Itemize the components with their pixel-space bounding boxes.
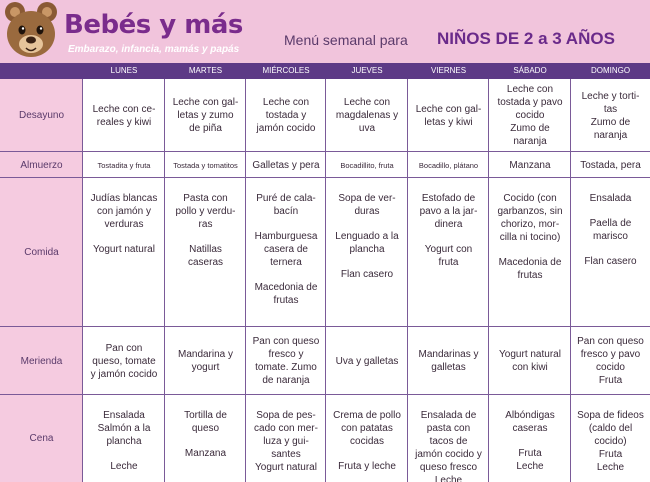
- menu-cell-merienda-viernes: [408, 327, 489, 395]
- meal-label-merienda: Merienda: [0, 327, 83, 395]
- menu-cell-cena-jueves: [326, 395, 408, 482]
- menu-item: Pan con queso, tomate y jamón cocido: [90, 342, 158, 380]
- menu-item: Fruta Leche: [516, 448, 544, 472]
- menu-cell-cena-miercoles: [246, 395, 326, 482]
- menu-item: Macedonia de frutas: [498, 257, 562, 281]
- menu-item: Lenguado a la plancha: [335, 231, 399, 255]
- menu-item: Mandarinas y galletas: [418, 349, 479, 373]
- menu-item: Flan casero: [340, 269, 394, 280]
- menu-item: Leche: [110, 461, 138, 472]
- menu-cell-almuerzo-lunes: [83, 152, 165, 178]
- menu-cell-comida-miercoles: [246, 178, 326, 327]
- menu-item: Yogurt natural: [93, 244, 155, 255]
- day-header-viernes: [408, 63, 489, 79]
- age-group-title: NIÑOS DE 2 a 3 AÑOS: [437, 29, 615, 48]
- menu-cell-merienda-lunes: [83, 327, 165, 395]
- menu-item: Leche con gal- letas y kiwi: [415, 103, 482, 128]
- menu-cell-almuerzo-jueves: [326, 152, 408, 178]
- menu-item: Estofado de pavo a la jar- dinera: [419, 193, 478, 230]
- menu-item: Crema de pollo con patatas cocidas: [333, 410, 401, 447]
- menu-cell-desayuno-lunes: [83, 79, 165, 152]
- menu-item: Pan con queso fresco y pavo cocido Fruta: [577, 336, 644, 386]
- row-divider: [0, 151, 650, 152]
- menu-cell-merienda-domingo: [571, 327, 650, 395]
- day-header-miercoles: [246, 63, 326, 79]
- menu-item: Tortilla de queso: [184, 410, 227, 434]
- menu-item: Ensalada: [589, 193, 632, 204]
- menu-cell-comida-viernes: [408, 178, 489, 327]
- menu-item: Yogurt con fruta: [424, 244, 473, 268]
- menu-item: Leche con ce- reales y kiwi: [92, 103, 156, 128]
- menu-cell-comida-lunes: [83, 178, 165, 327]
- menu-item: Pasta con pollo y verdu- ras: [175, 193, 236, 230]
- menu-item: Fruta y leche: [338, 461, 396, 472]
- menu-cell-comida-sabado: [489, 178, 571, 327]
- menu-item: Mandarina y yogurt: [177, 349, 234, 373]
- menu-cell-almuerzo-domingo: [571, 152, 650, 178]
- menu-cell-desayuno-jueves: [326, 79, 408, 152]
- column-divider: [488, 79, 489, 482]
- column-divider: [164, 79, 165, 482]
- day-header-label: MARTES: [188, 66, 223, 75]
- day-header-sabado: [489, 63, 571, 79]
- day-header-label: DOMINGO: [590, 66, 631, 75]
- column-divider: [82, 79, 83, 482]
- row-divider: [0, 326, 650, 327]
- menu-item: Sopa de ver- duras: [338, 193, 396, 217]
- menu-item: Leche con magdalenas y uva: [335, 97, 399, 134]
- menu-cell-comida-martes: [165, 178, 246, 327]
- menu-item: Leche con tostada y jamón cocido: [256, 97, 316, 134]
- menu-cell-merienda-sabado: [489, 327, 571, 395]
- day-header-label: MIÉRCOLES: [262, 66, 310, 75]
- meal-label-comida: Comida: [0, 178, 83, 327]
- day-header-label: VIERNES: [430, 66, 467, 75]
- menu-item: Flan casero: [584, 256, 637, 267]
- menu-cell-almuerzo-miercoles: [246, 152, 326, 178]
- menu-item: Tostada y tomatitos: [173, 160, 238, 170]
- brand-name: Bebés y más: [64, 10, 243, 40]
- menu-cell-almuerzo-viernes: [408, 152, 489, 178]
- meal-label-almuerzo: Almuerzo: [0, 152, 83, 178]
- menu-cell-cena-viernes: [408, 395, 489, 482]
- menu-item: Manzana: [184, 448, 227, 459]
- day-header-label: JUEVES: [351, 66, 383, 75]
- menu-cell-almuerzo-sabado: [489, 152, 571, 178]
- menu-item: Manzana: [509, 159, 551, 171]
- menu-cell-merienda-jueves: [326, 327, 408, 395]
- menu-item: Cocido (con garbanzos, sin chorizo, mor- cilla ni tocino): [497, 193, 563, 243]
- menu-item: Puré de cala- bacín: [256, 193, 316, 217]
- menu-item: Pan con queso fresco y tomate. Zumo de naranja: [252, 336, 320, 386]
- menu-item: Galletas y pera: [252, 159, 320, 171]
- menu-item: Macedonia de frutas: [254, 282, 318, 306]
- menu-item: Tostada, pera: [580, 159, 641, 171]
- menu-item: Natillas caseras: [187, 244, 223, 268]
- menu-item: Leche con gal- letas y zumo de piña: [172, 97, 239, 134]
- menu-item: Ensalada de pasta con tacos de jamón cocido y queso fresco Leche: [415, 410, 482, 482]
- menu-cell-cena-lunes: [83, 395, 165, 482]
- row-divider: [0, 177, 650, 178]
- menu-cell-desayuno-sabado: [489, 79, 571, 152]
- column-divider: [407, 79, 408, 482]
- menu-title: Menú semanal para: [284, 32, 408, 48]
- table-corner-header: [0, 63, 83, 79]
- menu-item: Leche y torti- tas Zumo de naranja: [581, 90, 640, 141]
- menu-cell-desayuno-miercoles: [246, 79, 326, 152]
- menu-item: Uva y galletas: [335, 355, 399, 367]
- menu-item: Ensalada Salmón a la plancha: [97, 410, 151, 447]
- menu-cell-cena-martes: [165, 395, 246, 482]
- teddy-bear-logo-icon: [2, 0, 60, 62]
- day-header-lunes: [83, 63, 165, 79]
- menu-item: Tostadita y fruta: [97, 160, 151, 170]
- menu-item: Leche con tostada y pavo cocido Zumo de naranja: [497, 84, 563, 147]
- day-header-martes: [165, 63, 246, 79]
- menu-item: Judías blancas con jamón y verduras: [90, 193, 158, 230]
- menu-cell-merienda-miercoles: [246, 327, 326, 395]
- menu-cell-cena-sabado: [489, 395, 571, 482]
- row-divider: [0, 394, 650, 395]
- menu-item: Yogurt natural con kiwi: [499, 349, 561, 373]
- menu-item: Hamburguesa casera de ternera: [254, 231, 318, 268]
- menu-item: Sopa de fideos (caldo del cocido) Fruta Leche: [577, 410, 644, 473]
- day-header-domingo: [571, 63, 650, 79]
- menu-cell-comida-domingo: [571, 178, 650, 327]
- day-header-jueves: [326, 63, 408, 79]
- column-divider: [570, 79, 571, 482]
- menu-item: Paella de marisco: [589, 218, 632, 242]
- column-divider: [245, 79, 246, 482]
- menu-cell-desayuno-domingo: [571, 79, 650, 152]
- day-header-label: LUNES: [110, 66, 138, 75]
- menu-item: Albóndigas caseras: [505, 410, 555, 434]
- menu-item: Bocadillo, plátano: [418, 160, 479, 170]
- brand-tagline: Embarazo, infancia, mamás y papás: [68, 44, 240, 55]
- menu-cell-desayuno-martes: [165, 79, 246, 152]
- menu-cell-almuerzo-martes: [165, 152, 246, 178]
- menu-cell-desayuno-viernes: [408, 79, 489, 152]
- meal-label-desayuno: Desayuno: [0, 79, 83, 152]
- menu-cell-merienda-martes: [165, 327, 246, 395]
- menu-item: Bocadillito, fruta: [340, 160, 394, 170]
- day-header-label: SÁBADO: [513, 66, 547, 75]
- page-header: [0, 0, 650, 63]
- menu-cell-comida-jueves: [326, 178, 408, 327]
- column-divider: [325, 79, 326, 482]
- meal-label-cena: Cena: [0, 395, 83, 482]
- menu-cell-cena-domingo: [571, 395, 650, 482]
- menu-item: Sopa de pes- cado con mer- luza y gui- santes Yogurt natural: [254, 410, 318, 473]
